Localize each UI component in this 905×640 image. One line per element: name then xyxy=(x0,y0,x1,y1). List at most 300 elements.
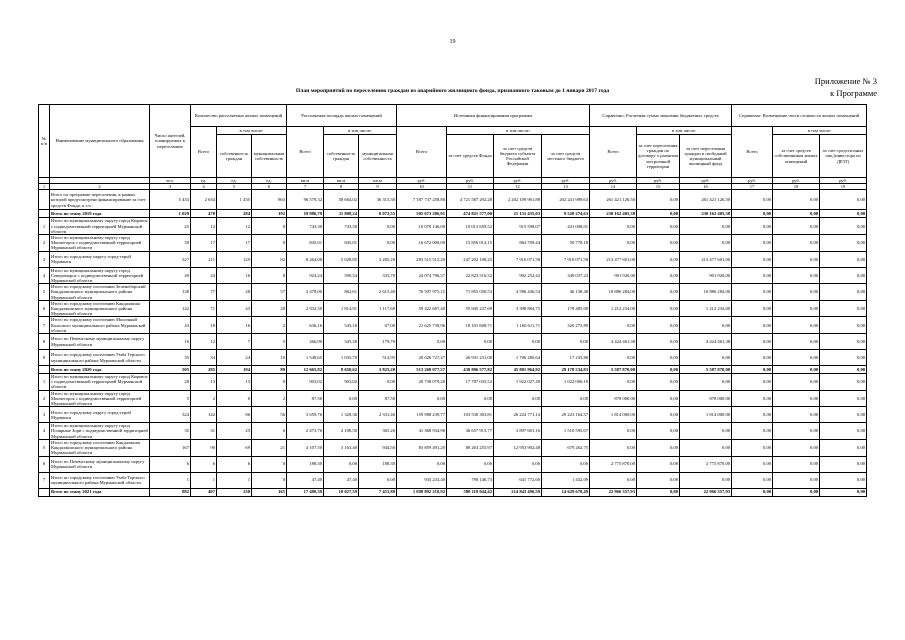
value-cell: 0,00 xyxy=(359,472,397,488)
value-cell: 16 xyxy=(150,334,191,350)
value-cell: 49 xyxy=(150,267,191,284)
municipality-name: Итого по городскому округу город-герой Мурманск xyxy=(50,407,150,423)
header-incl: в том числе: xyxy=(773,127,867,135)
value-cell: 0,00 xyxy=(637,390,680,407)
value-cell: 0,00 xyxy=(773,407,820,423)
value-cell: 5 xyxy=(252,334,287,350)
value-cell: 0,00 xyxy=(732,390,773,407)
value-cell: 47,40 xyxy=(287,472,324,488)
value-cell: 845,01 xyxy=(324,235,359,252)
value-cell: 43 xyxy=(217,300,252,317)
unit-cell: кв.м xyxy=(324,178,359,184)
column-number-cell: 19 xyxy=(820,184,867,190)
value-cell: 903,02 xyxy=(287,374,324,391)
value-cell: 15 856 012,15 xyxy=(447,235,494,252)
value-cell: 845,01 xyxy=(287,235,324,252)
value-cell: 0,00 xyxy=(773,366,820,374)
value-cell: 17 480,39 xyxy=(287,488,324,496)
value-cell: 0,00 xyxy=(542,334,590,350)
header-incl: в том числе: xyxy=(637,127,732,135)
value-cell: 1 022 006,19 xyxy=(542,374,590,391)
value-cell: 4 424 461,38 xyxy=(680,334,732,350)
value-cell: 7 916 071,58 xyxy=(542,251,590,267)
value-cell: 0,00 xyxy=(542,390,590,407)
municipality-name: Итого по муниципальному округу город Североморск с подведомственной территорией Мурманской области xyxy=(50,267,150,284)
value-cell: 0,00 xyxy=(820,423,867,440)
value-cell: 0,00 xyxy=(732,218,773,235)
value-cell: 0,00 xyxy=(773,251,820,267)
value-cell: 12 xyxy=(191,334,217,350)
row-number xyxy=(39,366,50,374)
value-cell: 2 615,40 xyxy=(359,284,397,301)
header-econ-hire: за счет переселения граждан в свободный муниципальный жилищный фонд xyxy=(680,135,732,178)
value-cell: 441 008,01 xyxy=(542,218,590,235)
column-number-cell: 14 xyxy=(590,184,637,190)
row-number: 3 xyxy=(39,251,50,267)
value-cell: 57 xyxy=(252,284,287,301)
table-row xyxy=(39,456,867,472)
value-cell: 0,00 xyxy=(637,251,680,267)
value-cell: 0,00 xyxy=(732,439,773,456)
value-cell: 0,00 xyxy=(773,350,820,366)
header-people: Число жителей, планируемых к переселению xyxy=(150,105,191,178)
value-cell: 903,02 xyxy=(324,374,359,391)
value-cell: 9 520 274,63 xyxy=(542,210,590,218)
row-number: 7 xyxy=(39,472,50,488)
value-cell: 0,00 xyxy=(732,251,773,267)
row-number: 4 xyxy=(39,267,50,284)
header-rooms-total: Всего xyxy=(191,127,217,178)
value-cell: 0,00 xyxy=(820,218,867,235)
municipality-name: Итого по городскому поселению Умба Терского муниципального района Мурманской области xyxy=(50,472,150,488)
value-cell: 10 886 284,00 xyxy=(680,284,732,301)
value-cell: 3 659,76 xyxy=(287,407,324,423)
column-number-cell: 16 xyxy=(680,184,732,190)
value-cell: 0,00 xyxy=(773,374,820,391)
value-cell: 0,00 xyxy=(637,374,680,391)
value-cell: 24 xyxy=(191,267,217,284)
column-number-cell: 7 xyxy=(287,184,324,190)
value-cell: 902 252,42 xyxy=(494,267,542,284)
table-row xyxy=(39,284,867,301)
value-cell: 2 775 870,00 xyxy=(680,456,732,472)
value-cell: 0,00 xyxy=(324,456,359,472)
row-number: 1 xyxy=(39,374,50,391)
unit-cell: ед. xyxy=(191,178,217,184)
value-cell: 0,00 xyxy=(637,334,680,350)
value-cell: 0,00 xyxy=(732,300,773,317)
value-cell: 0,00 xyxy=(732,423,773,440)
value-cell: 22 966 357,93 xyxy=(590,488,637,496)
value-cell: 3 398 884,75 xyxy=(494,300,542,317)
value-cell: 5 028,85 xyxy=(324,251,359,267)
value-cell: 0,00 xyxy=(680,350,732,366)
appendix-line-2: к Программе xyxy=(830,88,877,98)
value-cell: 1 xyxy=(150,472,191,488)
value-cell: 0,00 xyxy=(637,190,680,210)
value-cell: 3 897 601,16 xyxy=(494,423,542,440)
value-cell: 0,00 xyxy=(773,267,820,284)
value-cell: 527 xyxy=(150,251,191,267)
value-cell: 50 778,18 xyxy=(542,235,590,252)
value-cell: 349 037,23 xyxy=(542,267,590,284)
value-cell: 0,00 xyxy=(637,488,680,496)
value-cell: 0,00 xyxy=(397,334,447,350)
unit-cell: руб. xyxy=(397,178,447,184)
row-number: 5 xyxy=(39,284,50,301)
value-cell: 0,00 xyxy=(637,210,680,218)
value-cell: 505 xyxy=(150,366,191,374)
value-cell: 0,00 xyxy=(820,472,867,488)
value-cell: 16 xyxy=(217,267,252,284)
municipality-name: Итого по муниципальному округу город Мончегорск с подведомственной территорией Мурманской области xyxy=(50,390,150,407)
value-cell: 0,00 xyxy=(773,423,820,440)
value-cell: 17 235,80 xyxy=(542,350,590,366)
value-cell: 34 xyxy=(191,350,217,366)
value-cell: 0,00 xyxy=(680,423,732,440)
value-cell: 743,30 xyxy=(324,218,359,235)
value-cell: 0 xyxy=(252,374,287,391)
value-cell: 19 986,79 xyxy=(287,210,324,218)
value-cell: 0,00 xyxy=(637,423,680,440)
value-cell: 1 117,60 xyxy=(359,300,397,317)
value-cell: 214 843 496,59 xyxy=(494,488,542,496)
value-cell: 944,50 xyxy=(359,439,397,456)
value-cell: 18 101 608,71 xyxy=(447,317,494,334)
value-cell: 2 331,40 xyxy=(359,407,397,423)
value-cell: 320 275,89 xyxy=(542,317,590,334)
value-cell: 21 131 435,03 xyxy=(494,210,542,218)
header-own-citizens: собственность граждан xyxy=(217,135,252,178)
value-cell: 901 920,00 xyxy=(590,267,637,284)
value-cell: 1 814 000,00 xyxy=(590,407,637,423)
value-cell: 2 634 xyxy=(191,190,217,210)
header-own-citizens: собственность граждан xyxy=(324,135,359,178)
value-cell: 28 xyxy=(217,284,252,301)
value-cell: 0,00 xyxy=(820,366,867,374)
value-cell: 0,00 xyxy=(773,190,820,210)
header-subject-budget: за счет средств бюджета субъекта Российской Федерации xyxy=(494,135,542,178)
row-number xyxy=(39,190,50,210)
value-cell: 10 070 146,00 xyxy=(397,218,447,235)
value-cell: 28 xyxy=(150,374,191,391)
value-cell: 13 xyxy=(217,374,252,391)
unit-cell: руб. xyxy=(773,178,820,184)
row-number: 2 xyxy=(39,235,50,252)
value-cell: 1 160 611,71 xyxy=(494,317,542,334)
value-cell: 1 212 234,00 xyxy=(590,300,637,317)
stage-total-row xyxy=(39,366,867,374)
value-cell: 87,50 xyxy=(287,390,324,407)
value-cell: 1 698 892 210,92 xyxy=(397,488,447,496)
municipality-name: Итого по городскому поселению Зеленоборский Кандалакшского муниципального района Мурманской области xyxy=(50,284,150,301)
unit-cell: руб. xyxy=(590,178,637,184)
header-econ-reloc: за счет переселения граждан по договору о развитии застроенной территории xyxy=(637,135,680,178)
municipality-name: Итого по муниципальному округу город Кировск с подведомственной территорией Мурманской области xyxy=(51,374,148,390)
value-cell: 20 738 079,20 xyxy=(397,374,447,391)
value-cell: 0,00 xyxy=(820,350,867,366)
unit-cell: руб. xyxy=(820,178,867,184)
value-cell: 0,00 xyxy=(397,390,447,407)
value-cell: 1 xyxy=(191,472,217,488)
value-cell: 0,00 xyxy=(324,390,359,407)
value-cell: 28 xyxy=(252,300,287,317)
value-cell: 0,00 xyxy=(732,267,773,284)
value-cell: 0,00 xyxy=(590,423,637,440)
municipality-name: Всего по программе переселения, в рамках которой предусмотрено финансирование за счет средств Фонда, в т.ч.: xyxy=(50,190,150,210)
table-body xyxy=(39,190,867,496)
row-number xyxy=(39,210,50,218)
value-cell: 505 673 286,91 xyxy=(397,210,447,218)
value-cell: 55 845 237,69 xyxy=(447,300,494,317)
value-cell: 790 146,73 xyxy=(447,472,494,488)
value-cell: 0,00 xyxy=(732,488,773,496)
value-cell: 14 629 670,49 xyxy=(542,488,590,496)
value-cell: 0,00 xyxy=(732,284,773,301)
value-cell: 36 315,30 xyxy=(359,190,397,210)
value-cell: 80 263 255,97 xyxy=(447,439,494,456)
header-comp-total: Всего xyxy=(732,127,773,178)
appendix-label xyxy=(815,75,877,99)
value-cell: 69 xyxy=(217,439,252,456)
header-area-total: Всего xyxy=(287,127,324,178)
value-cell: 0,00 xyxy=(359,218,397,235)
value-cell: 6 xyxy=(217,456,252,472)
value-cell: 12 xyxy=(217,218,252,235)
municipality-name: Итого по муниципальному округу город Мончегорск с подведомственной территорией Мурманской области xyxy=(50,235,150,252)
value-cell: 0,00 xyxy=(773,390,820,407)
value-cell: 878 000,00 xyxy=(590,390,637,407)
column-number-cell: 3 xyxy=(150,184,191,190)
value-cell: 46 138,48 xyxy=(542,284,590,301)
value-cell: 641 772,60 xyxy=(494,472,542,488)
value-cell: 743,30 xyxy=(287,218,324,235)
header-fund: за счет средств Фонда xyxy=(447,135,494,178)
value-cell: 0,00 xyxy=(637,366,680,374)
value-cell: 142 xyxy=(150,300,191,317)
header-owners: за счет средств собственников жилых помещений xyxy=(773,135,820,178)
value-cell: 31 xyxy=(191,423,217,440)
value-cell: 365,26 xyxy=(359,423,397,440)
column-number-cell: 6 xyxy=(252,184,287,190)
value-cell: 0,00 xyxy=(773,235,820,252)
value-cell: 0,00 xyxy=(590,317,637,334)
value-cell: 59 422 607,40 xyxy=(397,300,447,317)
value-cell: 333,70 xyxy=(359,267,397,284)
value-cell: 188,30 xyxy=(287,456,324,472)
value-cell: 0,00 xyxy=(820,284,867,301)
row-number: 8 xyxy=(39,334,50,350)
value-cell: 20 026 727,47 xyxy=(397,350,447,366)
column-number-cell: 13 xyxy=(542,184,590,190)
unit-cell: ед. xyxy=(252,178,287,184)
value-cell: 2 775 870,00 xyxy=(590,456,637,472)
value-cell: 0,00 xyxy=(637,456,680,472)
value-cell: 430 806 577,82 xyxy=(447,366,494,374)
value-cell: 0,00 xyxy=(773,439,820,456)
value-cell: 165 xyxy=(252,488,287,496)
value-cell: 0,00 xyxy=(820,210,867,218)
stage-total-row xyxy=(39,210,867,218)
value-cell: 4 107,50 xyxy=(287,439,324,456)
value-cell: 0,00 xyxy=(637,407,680,423)
value-cell: 35 xyxy=(150,350,191,366)
value-cell: 0,00 xyxy=(820,251,867,267)
value-cell: 10 027,59 xyxy=(324,488,359,496)
table-row xyxy=(39,472,867,488)
value-cell: 0,00 xyxy=(680,472,732,488)
value-cell: 211 xyxy=(191,251,217,267)
value-cell: 7 916 071,58 xyxy=(494,251,542,267)
value-cell: 0,00 xyxy=(820,267,867,284)
value-cell: 13 xyxy=(191,374,217,391)
value-cell: 1 814 000,00 xyxy=(680,407,732,423)
value-cell: 8 072,55 xyxy=(359,210,397,218)
row-number: 6 xyxy=(39,300,50,317)
value-cell: 0 xyxy=(252,235,287,252)
row-number: 6 xyxy=(39,456,50,472)
row-number: 7 xyxy=(39,317,50,334)
value-cell: 0,00 xyxy=(359,374,397,391)
value-cell: 0,00 xyxy=(820,390,867,407)
municipality-name: Итого по Печенгскому муниципальному округу Мурманской области xyxy=(50,334,150,350)
value-cell: 5 xyxy=(150,390,191,407)
value-cell: 0,00 xyxy=(773,210,820,218)
header-local-budget: за счет средств местного бюджета xyxy=(542,135,590,178)
value-cell: 26 931 231,00 xyxy=(447,350,494,366)
value-cell: 142 xyxy=(191,407,217,423)
value-cell: 1 432,09 xyxy=(542,472,590,488)
value-cell: 3 285,20 xyxy=(359,251,397,267)
value-cell: 2 xyxy=(191,390,217,407)
unit-cell: ед. xyxy=(217,178,252,184)
value-cell: 16 xyxy=(217,317,252,334)
value-cell: 0,00 xyxy=(773,488,820,496)
value-cell: 8 xyxy=(252,267,287,284)
table-row xyxy=(39,350,867,366)
value-cell: 0,00 xyxy=(732,472,773,488)
row-number: 3 xyxy=(39,407,50,423)
value-cell: 924,24 xyxy=(287,267,324,284)
value-cell: 0,00 xyxy=(637,267,680,284)
value-cell: 0,00 xyxy=(820,300,867,317)
value-cell: 407 xyxy=(191,488,217,496)
header-finance-group: Источники финансирования программы xyxy=(397,105,590,127)
value-cell: 636,16 xyxy=(287,317,324,334)
value-cell: 3 825,20 xyxy=(359,366,397,374)
unit-cell: руб. xyxy=(494,178,542,184)
municipality-name: Итого по городскому поселению Умба Терского муниципального района Мурманской области xyxy=(50,350,150,366)
value-cell: 77 xyxy=(191,284,217,301)
header-fin-total: Всего xyxy=(397,127,447,178)
value-cell: 0,00 xyxy=(820,374,867,391)
value-cell: 0,00 xyxy=(637,350,680,366)
unit-cell: руб. xyxy=(447,178,494,184)
value-cell: 22 823 516,52 xyxy=(447,267,494,284)
value-cell: 247 202 108,25 xyxy=(447,251,494,267)
value-cell: 0,00 xyxy=(732,374,773,391)
column-number-cell: 15 xyxy=(637,184,680,190)
value-cell: 345,30 xyxy=(324,334,359,350)
value-cell: 0,00 xyxy=(773,317,820,334)
value-cell: 0,00 xyxy=(732,190,773,210)
value-cell: 0,00 xyxy=(590,374,637,391)
value-cell: 3 478,00 xyxy=(287,284,324,301)
page-number: 19 xyxy=(449,39,456,45)
value-cell: 1 706 280,64 xyxy=(494,350,542,366)
row-number: 9 xyxy=(39,350,50,366)
value-cell: 0,00 xyxy=(732,350,773,366)
value-cell: 83 859 491,20 xyxy=(397,439,447,456)
value-cell: 16 672 000,00 xyxy=(397,235,447,252)
value-cell: 24 xyxy=(217,350,252,366)
value-cell: 10 886 284,00 xyxy=(590,284,637,301)
value-cell: 0,00 xyxy=(773,456,820,472)
document-title: План мероприятий по переселению граждан из аварийного жилищного фонда, признанного таковым до 1 января 2017 года xyxy=(295,88,610,94)
table-row xyxy=(39,267,867,284)
value-cell: 882 xyxy=(150,488,191,496)
value-cell: 12 xyxy=(191,218,217,235)
value-cell: 878 000,00 xyxy=(680,390,732,407)
header-incl: в том числе: xyxy=(324,127,397,135)
value-cell: 90 xyxy=(191,439,217,456)
value-cell: 17 xyxy=(217,235,252,252)
header-no: № п/п xyxy=(39,105,50,178)
value-cell: 590,54 xyxy=(324,267,359,284)
resettlement-table xyxy=(38,104,867,497)
value-cell: 543,16 xyxy=(324,317,359,334)
header-municipal: муниципальная собственность xyxy=(252,135,287,178)
value-cell: 0,00 xyxy=(732,317,773,334)
value-cell: 202 241 989,63 xyxy=(542,190,590,210)
column-number-cell: 1 xyxy=(39,184,50,190)
value-cell: 0,00 xyxy=(637,472,680,488)
value-cell: 10 xyxy=(252,350,287,366)
header-econ-total: Всего xyxy=(590,127,637,178)
value-cell: 2 xyxy=(252,390,287,407)
value-cell: 0,00 xyxy=(637,218,680,235)
value-cell: 159 988 239,77 xyxy=(397,407,447,423)
row-number: 2 xyxy=(39,390,50,407)
value-cell: 261 421 126,50 xyxy=(680,190,732,210)
unit-cell: руб. xyxy=(732,178,773,184)
value-cell: 19 013 659,52 xyxy=(447,218,494,235)
value-cell: 8 264,08 xyxy=(287,251,324,267)
table-row xyxy=(39,390,867,407)
value-cell: 0,00 xyxy=(494,390,542,407)
value-cell: 474 821 577,00 xyxy=(447,210,494,218)
value-cell: 0 xyxy=(217,390,252,407)
value-cell: 0,00 xyxy=(637,284,680,301)
value-cell: 0,00 xyxy=(590,218,637,235)
column-number-cell: 18 xyxy=(773,184,820,190)
row-number xyxy=(39,488,50,496)
row-number: 4 xyxy=(39,423,50,440)
value-cell: 58 664,02 xyxy=(324,190,359,210)
value-cell: 213 477 601,00 xyxy=(680,251,732,267)
value-cell: 87,50 xyxy=(359,390,397,407)
value-cell: 25 xyxy=(217,423,252,440)
value-cell: 29 223 164,37 xyxy=(542,407,590,423)
value-cell: 915 598,07 xyxy=(494,218,542,235)
table-row xyxy=(39,251,867,267)
value-cell: 1 922 027,49 xyxy=(494,374,542,391)
value-cell: 0,00 xyxy=(732,366,773,374)
value-cell: 0,00 xyxy=(637,317,680,334)
value-cell: 188,30 xyxy=(359,456,397,472)
value-cell: 512,95 xyxy=(359,350,397,366)
value-cell: 2 xyxy=(252,317,287,334)
